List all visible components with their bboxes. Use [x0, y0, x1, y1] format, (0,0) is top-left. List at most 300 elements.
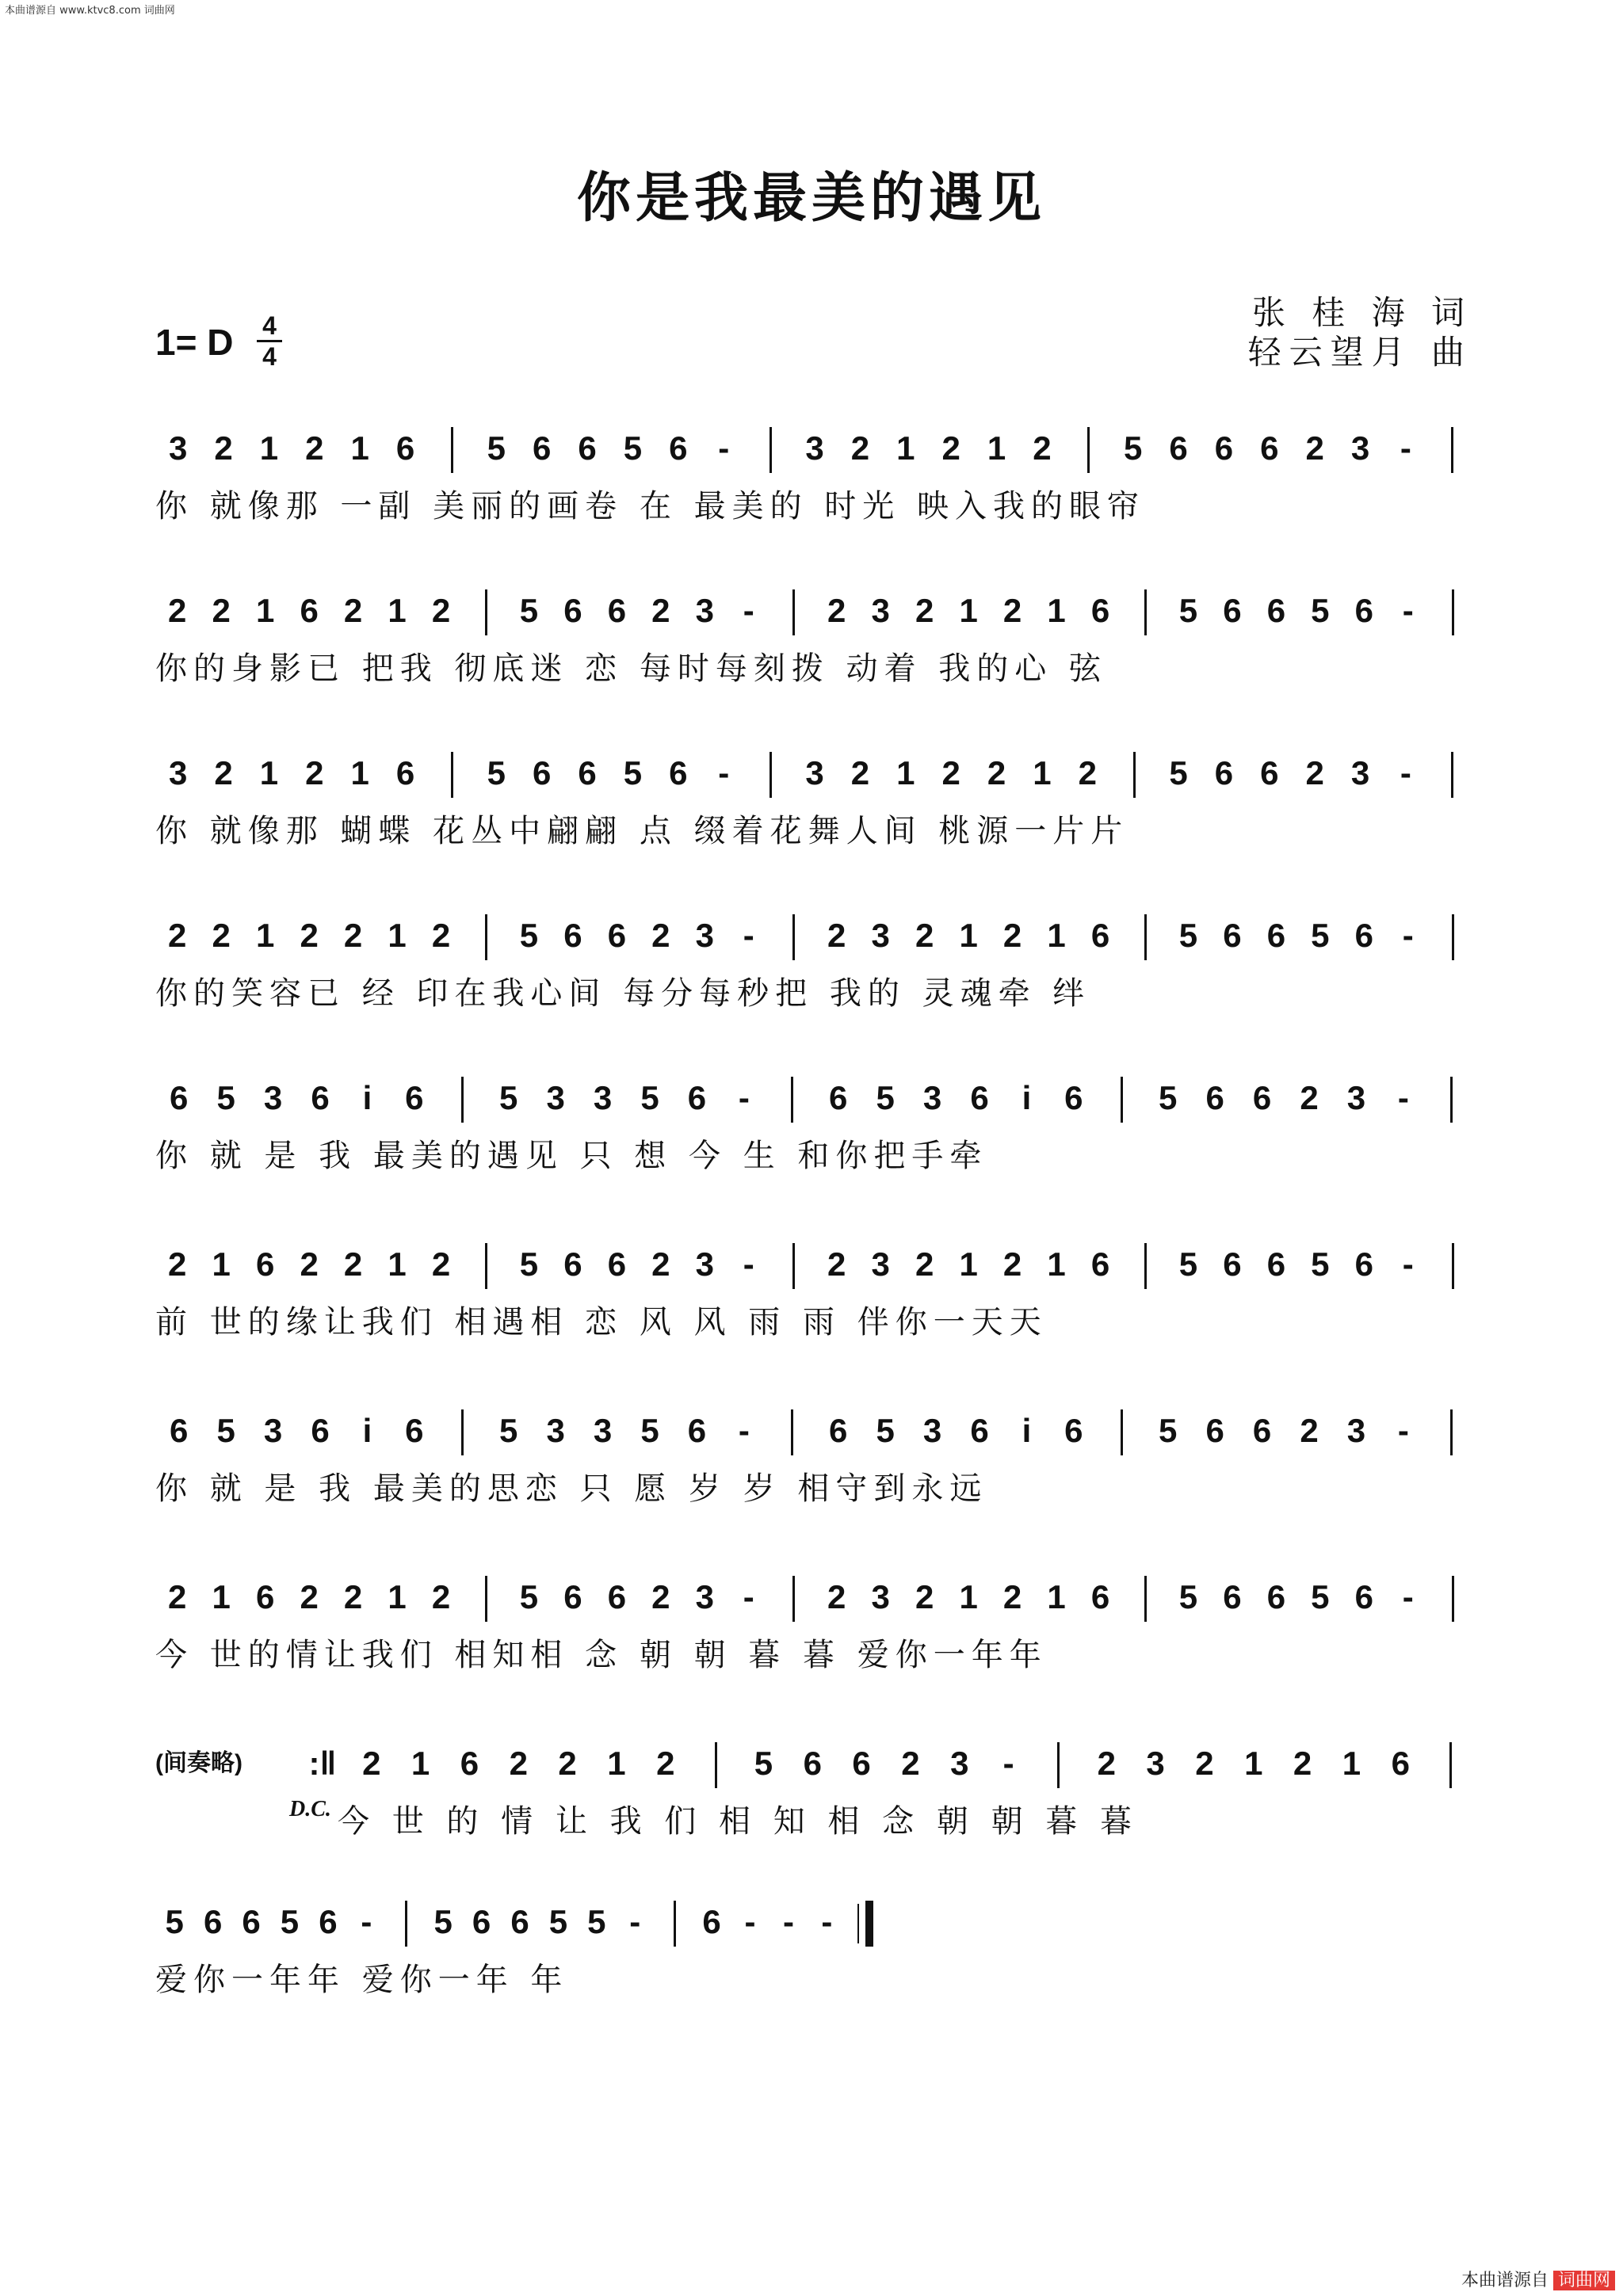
note: 2 — [941, 754, 960, 791]
note: 2 — [987, 754, 1006, 791]
note: i — [1022, 1412, 1032, 1449]
note: 1 — [255, 592, 275, 629]
note: 6 — [255, 1578, 275, 1615]
note: 5 — [1178, 917, 1198, 954]
note: - — [1397, 1412, 1409, 1449]
lyrics-line: 你 就像那 一副 美丽的画卷 在 最美的 时光 映入我的眼帘 — [155, 488, 1146, 524]
barline — [1121, 1077, 1123, 1123]
note: 2 — [1002, 917, 1022, 954]
note: 2 — [651, 592, 670, 629]
time-signature-top: 4 — [262, 311, 277, 340]
lyricist-credit: 张 桂 海 词 — [1251, 293, 1472, 332]
note: - — [743, 1578, 754, 1615]
lyrics-line: 今 世的情让我们 相知相 念 朝 朝 暮 暮 爱你一年年 — [155, 1637, 1048, 1673]
note: 6 — [1266, 1578, 1286, 1615]
note: - — [1400, 429, 1411, 467]
note: 6 — [1064, 1412, 1083, 1449]
note: 2 — [941, 429, 960, 467]
note: 3 — [1350, 754, 1370, 791]
note: 1 — [388, 1245, 407, 1283]
note: 5 — [1169, 754, 1188, 791]
note: 3 — [871, 917, 890, 954]
note: 2 — [656, 1745, 675, 1782]
note: 2 — [651, 1245, 670, 1283]
note: - — [738, 1079, 750, 1116]
note: 2 — [850, 429, 870, 467]
header-watermark: 本曲谱源自 www.ktvc8.com 词曲网 — [5, 5, 175, 17]
note: 3 — [1346, 1412, 1366, 1449]
barline — [485, 589, 487, 635]
lyrics-line: 前 世的缘让我们 相遇相 恋 风 风 雨 雨 伴你一天天 — [155, 1304, 1048, 1341]
note: 2 — [901, 1745, 920, 1782]
note: 5 — [876, 1412, 895, 1449]
barline — [1144, 589, 1147, 635]
note: 1 — [212, 1245, 231, 1283]
note: 5 — [519, 1578, 539, 1615]
note: 6 — [669, 754, 688, 791]
note: 3 — [871, 1245, 890, 1283]
note: 1 — [255, 917, 275, 954]
note: 5 — [499, 1412, 518, 1449]
barline — [1452, 914, 1454, 960]
note: 3 — [169, 754, 188, 791]
note: 2 — [1300, 1079, 1319, 1116]
note: 5 — [1123, 429, 1143, 467]
note: 5 — [640, 1412, 659, 1449]
note: 6 — [578, 429, 597, 467]
note: 6 — [395, 429, 415, 467]
barline — [1450, 1409, 1453, 1455]
note: 1 — [1244, 1745, 1263, 1782]
notes-line — [155, 1897, 1474, 1947]
note: 2 — [362, 1745, 381, 1782]
note: 2 — [1195, 1745, 1214, 1782]
barline — [792, 914, 795, 960]
note: 2 — [212, 592, 231, 629]
lyrics-line: 你的身影已 把我 彻底迷 恋 每时每刻拨 动着 我的心 弦 — [155, 650, 1108, 687]
note: 6 — [1354, 1578, 1373, 1615]
lyrics-line: 你 就 是 我 最美的思恋 只 愿 岁 岁 相守到永远 — [155, 1470, 988, 1507]
note: 1 — [388, 1578, 407, 1615]
note: 6 — [1266, 592, 1286, 629]
note: 2 — [915, 1245, 934, 1283]
lyrics-line: 你 就 是 我 最美的遇见 只 想 今 生 和你把手牵 — [155, 1138, 988, 1174]
note: 6 — [1223, 917, 1242, 954]
note: 5 — [876, 1079, 895, 1116]
barline — [485, 1243, 487, 1289]
note: 6 — [1266, 917, 1286, 954]
note: 6 — [311, 1412, 330, 1449]
note: - — [743, 592, 754, 629]
note: 6 — [1090, 917, 1110, 954]
note: - — [782, 1903, 794, 1940]
note: 6 — [687, 1412, 707, 1449]
barline — [865, 1901, 873, 1947]
note: 6 — [563, 1245, 582, 1283]
barline — [1057, 1742, 1060, 1788]
note: 2 — [431, 917, 451, 954]
note: 5 — [499, 1079, 518, 1116]
note: 2 — [827, 592, 846, 629]
note: 5 — [1178, 1578, 1198, 1615]
note: - — [1002, 1745, 1014, 1782]
note: 3 — [950, 1745, 969, 1782]
note: - — [738, 1412, 750, 1449]
barline — [1452, 1243, 1454, 1289]
barline — [461, 1409, 464, 1455]
note: 1 — [259, 754, 279, 791]
note: 2 — [1033, 429, 1052, 467]
note: 3 — [805, 754, 824, 791]
note: 1 — [259, 429, 279, 467]
note: 6 — [170, 1412, 189, 1449]
note: 6 — [405, 1079, 424, 1116]
note: 6 — [510, 1903, 529, 1940]
note: 2 — [431, 1578, 451, 1615]
note: 5 — [1178, 1245, 1198, 1283]
note: 6 — [300, 592, 319, 629]
interlude-label: (间奏略) — [155, 1750, 242, 1776]
barline — [792, 1243, 795, 1289]
note: 6 — [702, 1903, 721, 1940]
note: 6 — [1354, 592, 1373, 629]
note: 6 — [1391, 1745, 1410, 1782]
note: 2 — [343, 592, 363, 629]
note: 2 — [168, 917, 187, 954]
barline — [1450, 1077, 1453, 1123]
note: 5 — [519, 917, 539, 954]
note: 1 — [411, 1745, 430, 1782]
note: - — [743, 917, 754, 954]
note: 6 — [1252, 1079, 1272, 1116]
note: 5 — [433, 1903, 453, 1940]
barline — [1121, 1409, 1123, 1455]
note: 6 — [255, 1245, 275, 1283]
barline — [1451, 427, 1453, 473]
note: - — [1402, 1245, 1414, 1283]
note: 5 — [1159, 1079, 1178, 1116]
notes-line — [155, 586, 1474, 635]
note: 6 — [607, 1578, 627, 1615]
note: 6 — [1223, 1245, 1242, 1283]
note: 6 — [1205, 1412, 1224, 1449]
note: 6 — [405, 1412, 424, 1449]
note: 6 — [533, 429, 552, 467]
note: 2 — [214, 429, 233, 467]
note: 5 — [587, 1903, 606, 1940]
note: 1 — [1047, 1245, 1066, 1283]
note: 5 — [1311, 917, 1330, 954]
notes-line — [155, 424, 1474, 473]
note: 1 — [388, 917, 407, 954]
notes-line — [155, 749, 1474, 798]
note: 5 — [1311, 1578, 1330, 1615]
key-signature: 1= D — [155, 322, 234, 363]
note: 5 — [487, 754, 506, 791]
note: 6 — [472, 1903, 491, 1940]
note: 2 — [305, 754, 324, 791]
note: 2 — [214, 754, 233, 791]
note: 6 — [1090, 592, 1110, 629]
note: 3 — [1346, 1079, 1366, 1116]
note: 3 — [546, 1079, 565, 1116]
barline — [792, 1576, 795, 1622]
barline — [1449, 1742, 1452, 1788]
note: 6 — [1354, 917, 1373, 954]
note: 6 — [687, 1079, 707, 1116]
notes-line — [155, 1074, 1474, 1123]
note: 5 — [1178, 592, 1198, 629]
note: 5 — [487, 429, 506, 467]
barline — [451, 752, 453, 798]
barline — [769, 427, 772, 473]
note: 5 — [1311, 592, 1330, 629]
note: 2 — [431, 592, 451, 629]
note: 6 — [1260, 754, 1279, 791]
note: 1 — [959, 917, 978, 954]
barline — [791, 1077, 793, 1123]
note: 2 — [1002, 592, 1022, 629]
note: 6 — [1090, 1578, 1110, 1615]
note: 2 — [827, 917, 846, 954]
barline — [674, 1901, 676, 1947]
note: - — [718, 754, 730, 791]
note: 6 — [1260, 429, 1279, 467]
note: 2 — [915, 917, 934, 954]
note: 3 — [805, 429, 824, 467]
note: 6 — [1223, 592, 1242, 629]
barline — [1144, 914, 1147, 960]
note: 3 — [871, 592, 890, 629]
note: 1 — [212, 1578, 231, 1615]
time-signature — [254, 312, 285, 370]
note: 6 — [170, 1079, 189, 1116]
note: 2 — [305, 429, 324, 467]
footer-watermark — [1461, 2267, 1615, 2291]
barline — [485, 914, 487, 960]
song-title: 你是我最美的遇见 — [576, 167, 1046, 230]
note: - — [821, 1903, 833, 1940]
note: 1 — [1047, 592, 1066, 629]
note: 2 — [1002, 1578, 1022, 1615]
notes-line — [155, 1573, 1474, 1622]
note: 2 — [827, 1245, 846, 1283]
barline — [792, 589, 795, 635]
note: 2 — [915, 1578, 934, 1615]
note: 6 — [203, 1903, 223, 1940]
note: 2 — [431, 1245, 451, 1283]
note: 2 — [1305, 429, 1324, 467]
note: 3 — [593, 1079, 613, 1116]
barline — [1144, 1243, 1147, 1289]
note: 6 — [852, 1745, 871, 1782]
barline — [1452, 589, 1454, 635]
note: 2 — [343, 917, 363, 954]
note: 6 — [829, 1412, 848, 1449]
note: 1 — [607, 1745, 626, 1782]
note: 5 — [1159, 1412, 1178, 1449]
note: 6 — [607, 592, 627, 629]
note: - — [1400, 754, 1411, 791]
barline — [715, 1742, 717, 1788]
note: 2 — [343, 1245, 363, 1283]
note: 1 — [959, 592, 978, 629]
note: 5 — [216, 1412, 235, 1449]
note: 6 — [1266, 1245, 1286, 1283]
dc-mark: D.C. — [289, 1797, 331, 1821]
note: 2 — [651, 1578, 670, 1615]
note: 1 — [896, 429, 915, 467]
footer-watermark-brand: 词曲网 — [1553, 2271, 1615, 2290]
note: - — [718, 429, 730, 467]
note: 3 — [695, 917, 714, 954]
note: 3 — [871, 1578, 890, 1615]
note: 5 — [519, 592, 539, 629]
note: 3 — [546, 1412, 565, 1449]
note: 1 — [350, 429, 369, 467]
barline — [461, 1077, 464, 1123]
note: 1 — [350, 754, 369, 791]
note: 2 — [1305, 754, 1324, 791]
note: 2 — [651, 917, 670, 954]
note: 6 — [1090, 1245, 1110, 1283]
barline — [1133, 752, 1136, 798]
note: - — [743, 1245, 754, 1283]
note: 6 — [1169, 429, 1188, 467]
note: 6 — [970, 1079, 989, 1116]
note: 1 — [1047, 1578, 1066, 1615]
note: 6 — [395, 754, 415, 791]
note: - — [1402, 917, 1414, 954]
note: 1 — [388, 592, 407, 629]
note: 3 — [922, 1079, 942, 1116]
note: 6 — [1214, 429, 1234, 467]
note: - — [744, 1903, 756, 1940]
note: 5 — [548, 1903, 568, 1940]
note: - — [1402, 592, 1414, 629]
notes-line — [155, 911, 1474, 960]
note: 6 — [669, 429, 688, 467]
note: 1 — [987, 429, 1006, 467]
barline — [451, 427, 453, 473]
note: 1 — [1033, 754, 1052, 791]
note: 2 — [827, 1578, 846, 1615]
note: 3 — [1350, 429, 1370, 467]
lyrics-line: 你 就像那 蝴蝶 花丛中翩翩 点 缀着花舞人间 桃源一片片 — [155, 813, 1129, 849]
note: 2 — [1300, 1412, 1319, 1449]
note: 1 — [959, 1578, 978, 1615]
note: - — [629, 1903, 641, 1940]
barline — [791, 1409, 793, 1455]
note: 6 — [607, 1245, 627, 1283]
note: 2 — [300, 917, 319, 954]
note: 3 — [169, 429, 188, 467]
note: 3 — [263, 1412, 283, 1449]
lyrics-line: 你的笑容已 经 印在我心间 每分每秒把 我的 灵魂牵 绊 — [155, 975, 1091, 1012]
note: 2 — [558, 1745, 577, 1782]
note: 6 — [803, 1745, 822, 1782]
note: 2 — [1293, 1745, 1312, 1782]
note: 1 — [1342, 1745, 1361, 1782]
note: 1 — [896, 754, 915, 791]
note: 6 — [1214, 754, 1234, 791]
note: 1 — [1047, 917, 1066, 954]
time-signature-bottom: 4 — [262, 342, 277, 371]
note: 3 — [695, 1245, 714, 1283]
note: 2 — [1002, 1245, 1022, 1283]
note: 2 — [915, 592, 934, 629]
barline — [1144, 1576, 1147, 1622]
note: - — [361, 1903, 372, 1940]
notes-line — [155, 1406, 1474, 1455]
note: 6 — [1354, 1245, 1373, 1283]
lyrics-line: 今 世 的 情 让 我 们 相 知 相 念 朝 朝 暮 暮 — [338, 1803, 1139, 1840]
note: i — [362, 1412, 372, 1449]
note: :‖ — [308, 1745, 337, 1782]
note: 6 — [1064, 1079, 1083, 1116]
note: 3 — [263, 1079, 283, 1116]
note: 2 — [300, 1245, 319, 1283]
note: 2 — [1078, 754, 1097, 791]
note: 5 — [623, 429, 643, 467]
note: 5 — [1311, 1245, 1330, 1283]
note: 6 — [607, 917, 627, 954]
note: 5 — [754, 1745, 773, 1782]
note: 2 — [343, 1578, 363, 1615]
note: 5 — [640, 1079, 659, 1116]
note: 2 — [850, 754, 870, 791]
note: 6 — [242, 1903, 261, 1940]
note: 2 — [168, 1578, 187, 1615]
barline — [1087, 427, 1090, 473]
note: 2 — [168, 1245, 187, 1283]
barline — [1451, 752, 1453, 798]
note: 6 — [563, 1578, 582, 1615]
note: 6 — [829, 1079, 848, 1116]
note: 6 — [460, 1745, 479, 1782]
note: 5 — [165, 1903, 184, 1940]
barline — [405, 1901, 407, 1947]
note: 2 — [168, 592, 187, 629]
note: 6 — [1252, 1412, 1272, 1449]
note: 3 — [593, 1412, 613, 1449]
note: 6 — [563, 592, 582, 629]
note: 5 — [216, 1079, 235, 1116]
note: i — [1022, 1079, 1032, 1116]
note: 6 — [311, 1079, 330, 1116]
composer-credit: 轻云望月 曲 — [1247, 333, 1472, 372]
notes-line — [155, 1240, 1474, 1289]
note: 6 — [1205, 1079, 1224, 1116]
note: 2 — [509, 1745, 528, 1782]
note: 5 — [519, 1245, 539, 1283]
note: 2 — [300, 1578, 319, 1615]
lyrics-line: 爱你一年年 爱你一年 年 — [155, 1962, 569, 1998]
barline — [1452, 1576, 1454, 1622]
note: - — [1402, 1578, 1414, 1615]
note: 3 — [1146, 1745, 1165, 1782]
note: 3 — [695, 592, 714, 629]
note: 5 — [280, 1903, 300, 1940]
note: - — [1397, 1079, 1409, 1116]
note: 6 — [563, 917, 582, 954]
note: 6 — [1223, 1578, 1242, 1615]
note: 3 — [695, 1578, 714, 1615]
note: 6 — [533, 754, 552, 791]
note: 6 — [970, 1412, 989, 1449]
notes-line — [155, 1739, 1474, 1788]
note: i — [362, 1079, 372, 1116]
